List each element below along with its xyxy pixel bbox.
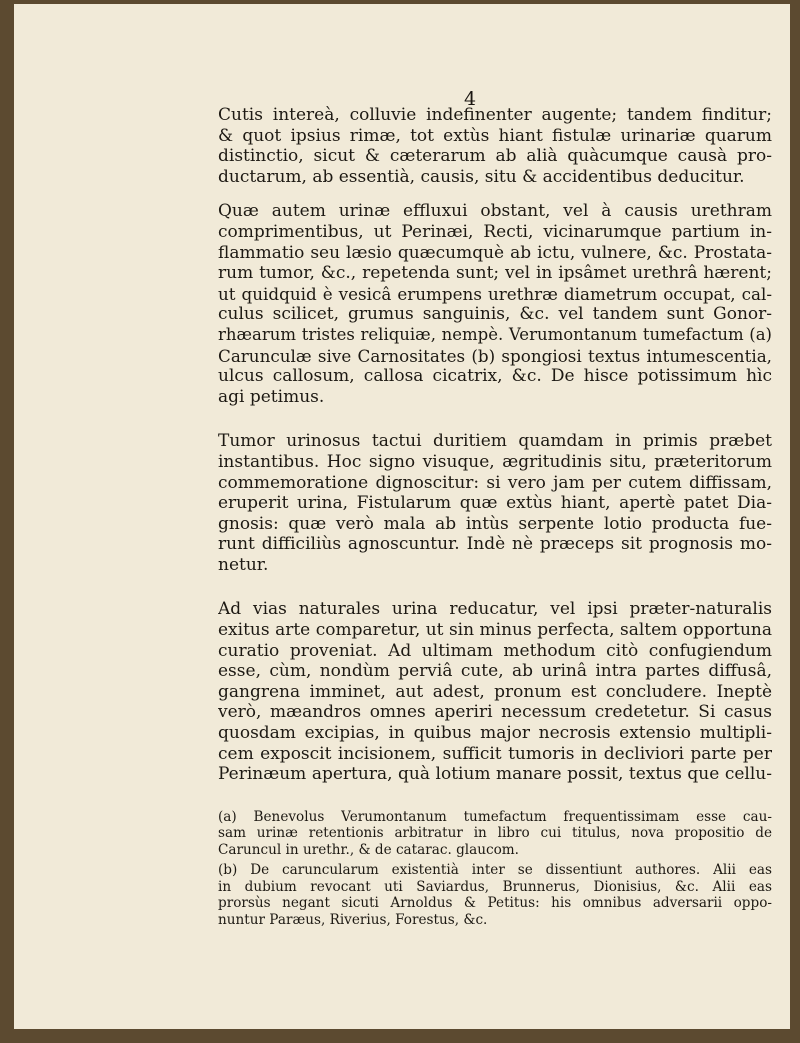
- page-number: 4: [464, 88, 477, 110]
- text-line: eruperit urina, Fistularum quæ extùs hiant, apertè patet Dia-: [218, 493, 772, 514]
- text-line: exitus arte comparetur, ut sin minus perfecta, saltem opportuna: [218, 620, 772, 641]
- text-line: Quæ autem urinæ effluxui obstant, vel à causis urethram: [218, 201, 772, 222]
- footnote-line: sam urinæ retentionis arbitratur in libro cui titulus, nova propositio de: [218, 825, 772, 842]
- text-line: Cutis intereà, colluvie indefinenter augente; tandem finditur;: [218, 105, 772, 125]
- text-line: comprimentibus, ut Perinæi, Recti, vicinarumque partium in-: [218, 221, 772, 242]
- footnote-b: [218, 862, 772, 928]
- footnote-line: nuntur Paræus, Riverius, Forestus, &c.: [218, 911, 488, 928]
- paragraph-1: [218, 105, 772, 187]
- text-line: ut quidquid è vesicâ erumpens urethræ diametrum occupat, cal-: [218, 283, 772, 304]
- paragraph-4: [218, 599, 772, 784]
- text-line: runt difficiliùs agnoscuntur. Indè nè præceps sit prognosis mo-: [218, 534, 772, 555]
- text-line: Ad vias naturales urina reducatur, vel ipsi præter-naturalis: [218, 599, 772, 620]
- text-line: distinctio, sicut & cæterarum ab alià quàcumque causà pro-: [218, 146, 772, 167]
- text-block: [218, 105, 772, 928]
- footnotes: [218, 809, 772, 929]
- text-line: quosdam excipias, in quibus major necrosis extensio multipli-: [218, 723, 772, 744]
- text-line: Carunculæ sive Carnositates (b) spongiosi textus intumescentia,: [218, 345, 772, 366]
- text-line: culus scilicet, grumus sanguinis, &c. vel tandem sunt Gonor-: [218, 304, 772, 325]
- text-line: ulcus callosum, callosa cicatrix, &c. De hisce potissimum hìc: [218, 366, 772, 387]
- text-line: netur.: [218, 554, 269, 575]
- footnote-line: in dubium revocant uti Saviardus, Brunnerus, Dionisius, &c. Alii eas: [218, 878, 772, 895]
- text-line: curatio proveniat. Ad ultimam methodum citò confugiendum: [218, 640, 772, 661]
- footnote-line: Caruncul in urethr., & de catarac. glaucom.: [218, 841, 520, 858]
- footnote-line: (b) De caruncularum existentià inter se dissentiunt authores. Alii eas: [218, 862, 772, 879]
- paragraph-3: [218, 431, 772, 575]
- text-line: gnosis: quæ verò mala ab intùs serpente lotio producta fue-: [218, 513, 772, 534]
- text-line: flammatio seu læsio quæcumquè ab ictu, vulnere, &c. Prostata-: [218, 242, 772, 263]
- text-line: commemoratione dignoscitur: si vero jam per cutem diffissam,: [218, 472, 772, 493]
- text-line: ductarum, ab essentià, causis, situ & accidentibus deducitur.: [218, 166, 745, 187]
- paragraph-2: [218, 201, 772, 407]
- footnote-line: prorsùs negant sicuti Arnoldus & Petitus: his omnibus adversarii oppo-: [218, 895, 772, 912]
- footnote-a: [218, 809, 772, 859]
- text-line: esse, cùm, nondùm perviâ cute, ab urinâ intra partes diffusâ,: [218, 661, 772, 682]
- text-line: verò, mæandros omnes aperiri necessum credetetur. Si casus: [218, 702, 772, 723]
- text-line: Tumor urinosus tactui duritiem quamdam in primis præbet: [218, 431, 772, 452]
- text-line: instantibus. Hoc signo visuque, ægritudinis situ, præteritorum: [218, 451, 772, 472]
- text-line: rhæarum tristes reliquiæ, nempè. Verumontanum tumefactum (a): [218, 324, 772, 344]
- text-line: Perinæum apertura, quà lotium manare possit, textus que cellu-: [218, 764, 772, 785]
- text-line: rum tumor, &c., repetenda sunt; vel in ipsâmet urethrâ hærent;: [218, 263, 772, 284]
- text-line: agi petimus.: [218, 386, 325, 407]
- text-line: cem exposcit incisionem, sufficit tumoris in decliviori parte per: [218, 743, 772, 764]
- footnote-line: (a) Benevolus Verumontanum tumefactum frequentissimam esse cau-: [218, 808, 772, 825]
- text-line: & quot ipsius rimæ, tot extùs hiant fistulæ urinariæ quarum: [218, 125, 772, 146]
- text-line: gangrena imminet, aut adest, pronum est concludere. Ineptè: [218, 681, 772, 702]
